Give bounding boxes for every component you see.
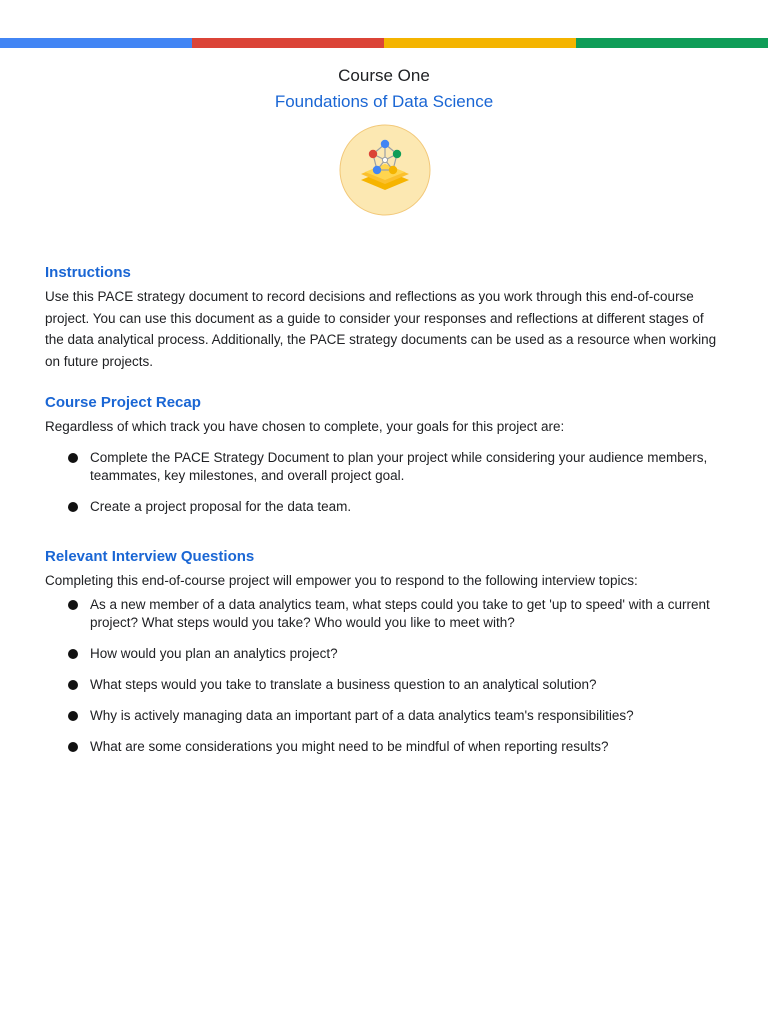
color-bar-red (192, 38, 384, 48)
list-item (45, 449, 725, 485)
color-bar-yellow (384, 38, 576, 48)
list-item-text: Why is actively managing data an important part of a data analytics team's responsibilities? (90, 708, 634, 723)
list-item (45, 676, 725, 694)
recap-heading: Course Project Recap (45, 394, 201, 411)
recap-intro: Regardless of which track you have chosen to complete, your goals for this project are: (45, 419, 565, 434)
list-item-text: What are some considerations you might need to be mindful of when reporting results? (90, 739, 609, 754)
list-item-text: How would you plan an analytics project? (90, 646, 338, 661)
document-header (0, 64, 768, 116)
color-bar-green (576, 38, 768, 48)
bullet-icon (68, 600, 78, 610)
list-item (45, 707, 725, 725)
bullet-icon (68, 742, 78, 752)
bullet-icon (68, 680, 78, 690)
course-label: Course One (338, 66, 430, 85)
bullet-icon (68, 502, 78, 512)
bullet-icon (68, 649, 78, 659)
list-item-text: Complete the PACE Strategy Document to plan your project while considering your audience members, teammates, key milestones, and overall project goal. (90, 449, 708, 483)
list-item (45, 596, 725, 632)
list-item (45, 498, 725, 516)
data-science-badge-icon (339, 124, 431, 216)
recap-goals-list (45, 449, 725, 516)
list-item (45, 738, 725, 756)
interview-questions-list (45, 596, 725, 756)
list-item-text: Create a project proposal for the data team. (90, 498, 352, 514)
list-item (45, 645, 725, 663)
list-item-text: As a new member of a data analytics team, what steps could you take to get 'up to speed' with a current project? What steps would you take? Who would you like to meet with? (90, 597, 710, 630)
interview-heading: Relevant Interview Questions (45, 547, 255, 565)
bullet-icon (68, 453, 78, 463)
bullet-icon (68, 711, 78, 721)
instructions-heading: Instructions (45, 264, 131, 281)
list-item-text: What steps would you take to translate a business question to an analytical solution? (90, 677, 597, 692)
instructions-body: Use this PACE strategy document to record decisions and reflections as you work through this end-of-course project. You can use this document as a guide to consider your responses and reflections at different stages of the data analytical process. Additionally, the PACE strategy documents can be used as a resource when working on future projects. (45, 289, 717, 369)
color-bar-blue (0, 38, 192, 48)
document-body (45, 262, 725, 756)
brand-color-bar (0, 38, 768, 48)
course-title: Foundations of Data Science (274, 92, 494, 111)
interview-intro: Completing this end-of-course project will empower you to respond to the following interview topics: (45, 572, 638, 588)
